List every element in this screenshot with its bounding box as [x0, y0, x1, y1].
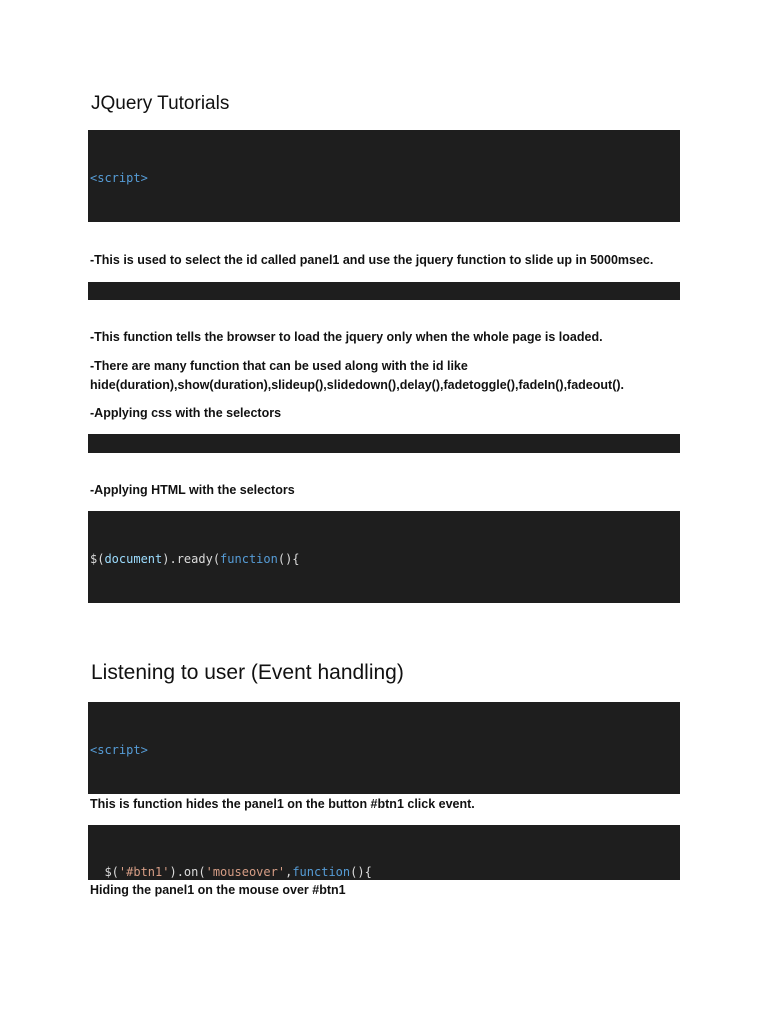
code-line — [90, 550, 680, 569]
section-heading-event-handling: Listening to user (Event handling) — [91, 661, 404, 684]
code-token: , — [285, 865, 293, 879]
code-block-mouseover-event — [88, 825, 680, 880]
paragraph-slideup-description: -This is used to select the id called panel1 and use the jquery function to slide up in 5000msec. — [90, 253, 654, 267]
paragraph-mouseover-description: Hiding the panel1 on the mouse over #btn1 — [90, 883, 346, 897]
paragraph-functions-list: hide(duration),show(duration),slideup(),slidedown(),delay(),fadetoggle(),fadeIn(),fadeout(). — [90, 378, 624, 392]
code-token: (){ — [350, 865, 372, 879]
code-line — [90, 741, 680, 760]
paragraph-functions-intro: -There are many function that can be used along with the id like — [90, 359, 468, 373]
code-token: function — [220, 552, 278, 566]
page-title: JQuery Tutorials — [91, 93, 230, 114]
code-block-document-ready — [88, 282, 680, 300]
code-token: ).ready( — [162, 552, 221, 566]
paragraph-html-heading: -Applying HTML with the selectors — [90, 483, 295, 497]
code-block-css — [88, 434, 680, 453]
code-line — [90, 863, 680, 880]
code-token: function — [292, 865, 351, 879]
code-token: <script> — [90, 743, 148, 757]
code-block-click-event — [88, 702, 680, 794]
code-token: '#btn1' — [118, 865, 170, 879]
code-block-document-ready-slideup — [88, 130, 680, 222]
code-token: <script> — [90, 171, 148, 185]
code-token: (){ — [277, 552, 300, 566]
code-block-html — [88, 511, 680, 603]
code-token: 'mouseover' — [205, 865, 286, 879]
code-token: document — [104, 552, 163, 566]
paragraph-css-heading: -Applying css with the selectors — [90, 406, 282, 420]
paragraph-click-description: This is function hides the panel1 on the button #btn1 click event. — [90, 797, 475, 811]
code-line — [90, 169, 680, 188]
code-token: $( — [90, 865, 119, 879]
code-token: $( — [90, 552, 105, 566]
code-token: ).on( — [169, 865, 206, 879]
paragraph-ready-description: -This function tells the browser to load the jquery only when the whole page is loaded. — [90, 330, 603, 344]
